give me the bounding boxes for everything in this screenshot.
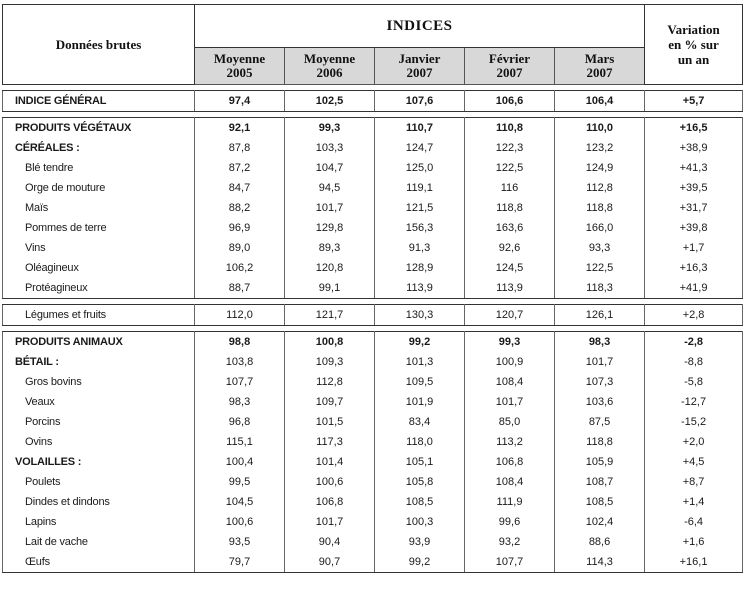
index-value-cell: 120,7 [465,305,555,326]
row-label: Protéagineux [3,278,195,299]
variation-value-cell: -12,7 [645,392,743,412]
variation-value-cell: +39,5 [645,178,743,198]
index-value-cell: 106,8 [285,492,375,512]
column-header-line-1: Moyenne [213,51,266,66]
row-label: Légumes et fruits [3,305,195,326]
index-value-cell: 109,3 [285,352,375,372]
index-value-cell: 119,1 [375,178,465,198]
index-value-cell: 121,7 [285,305,375,326]
index-value-cell: 105,9 [555,452,645,472]
index-value-cell: 99,6 [465,512,555,532]
table-row [3,432,743,452]
variation-value-cell: +39,8 [645,218,743,238]
index-value-cell: 98,8 [195,332,285,353]
row-label: VOLAILLES : [3,452,195,472]
index-value-cell: 91,3 [375,238,465,258]
index-value-cell: 130,3 [375,305,465,326]
variation-value-cell: +4,5 [645,452,743,472]
table-row [3,138,743,158]
column-header-line-1: Janvier [398,51,441,66]
index-value-cell: 118,8 [465,198,555,218]
index-value-cell: 110,0 [555,118,645,139]
row-label: Œufs [3,552,195,573]
index-value-cell: 83,4 [375,412,465,432]
row-label: Lapins [3,512,195,532]
table-row [3,178,743,198]
column-header-line-2: 2007 [406,65,433,80]
variation-value-cell: +5,7 [645,91,743,112]
index-value-cell: 111,9 [465,492,555,512]
table-row [3,332,743,353]
price-index-table-sheet [2,4,742,598]
variation-value-cell: -5,8 [645,372,743,392]
index-value-cell: 106,6 [465,91,555,112]
row-label: Blé tendre [3,158,195,178]
index-value-cell: 99,1 [285,278,375,299]
column-header-mars-2007 [555,48,645,85]
index-value-cell: 101,7 [555,352,645,372]
index-value-cell: 112,0 [195,305,285,326]
row-label: Ovins [3,432,195,452]
row-label: Vins [3,238,195,258]
table-row [3,158,743,178]
index-value-cell: 101,4 [285,452,375,472]
index-value-cell: 99,3 [285,118,375,139]
row-label: Orge de mouture [3,178,195,198]
index-value-cell: 89,3 [285,238,375,258]
index-value-cell: 105,1 [375,452,465,472]
index-value-cell: 101,3 [375,352,465,372]
index-value-cell: 87,2 [195,158,285,178]
index-value-cell: 122,3 [465,138,555,158]
row-label: Maïs [3,198,195,218]
index-value-cell: 102,4 [555,512,645,532]
index-value-cell: 99,2 [375,552,465,573]
index-value-cell: 110,8 [465,118,555,139]
index-value-cell: 87,8 [195,138,285,158]
table-row [3,218,743,238]
index-value-cell: 98,3 [555,332,645,353]
index-value-cell: 113,9 [375,278,465,299]
index-value-cell: 108,4 [465,472,555,492]
index-value-cell: 126,1 [555,305,645,326]
index-value-cell: 118,3 [555,278,645,299]
table-row [3,352,743,372]
row-label: Oléagineux [3,258,195,278]
variation-value-cell: +2,0 [645,432,743,452]
index-value-cell: 92,1 [195,118,285,139]
table-body [3,85,743,573]
variation-header-line-2: en % sur [668,37,719,52]
table-row [3,198,743,218]
index-value-cell: 88,7 [195,278,285,299]
variation-value-cell: +41,3 [645,158,743,178]
index-value-cell: 94,5 [285,178,375,198]
index-value-cell: 117,3 [285,432,375,452]
variation-value-cell: +2,8 [645,305,743,326]
index-value-cell: 108,4 [465,372,555,392]
index-value-cell: 118,0 [375,432,465,452]
price-index-table [2,4,743,573]
index-value-cell: 79,7 [195,552,285,573]
index-value-cell: 121,5 [375,198,465,218]
column-header-line-2: 2007 [496,65,523,80]
row-label: CÉRÉALES : [3,138,195,158]
index-value-cell: 96,8 [195,412,285,432]
column-header-moyenne-2006 [285,48,375,85]
index-value-cell: 101,7 [285,512,375,532]
variation-value-cell: +38,9 [645,138,743,158]
index-value-cell: 120,8 [285,258,375,278]
variation-value-cell: +16,5 [645,118,743,139]
index-value-cell: 106,2 [195,258,285,278]
index-value-cell: 92,6 [465,238,555,258]
index-value-cell: 109,7 [285,392,375,412]
index-value-cell: 124,9 [555,158,645,178]
variation-value-cell: -2,8 [645,332,743,353]
label-column-header: Données brutes [3,5,195,85]
index-value-cell: 101,7 [285,198,375,218]
index-value-cell: 118,8 [555,432,645,452]
variation-value-cell: -6,4 [645,512,743,532]
column-header-moyenne-2005 [195,48,285,85]
index-value-cell: 108,7 [555,472,645,492]
index-value-cell: 100,6 [195,512,285,532]
index-value-cell: 88,6 [555,532,645,552]
row-label: PRODUITS ANIMAUX [3,332,195,353]
index-value-cell: 112,8 [555,178,645,198]
index-value-cell: 99,2 [375,332,465,353]
index-value-cell: 96,9 [195,218,285,238]
table-row [3,305,743,326]
variation-header-line-3: un an [677,52,710,67]
table-row [3,258,743,278]
variation-value-cell: +1,6 [645,532,743,552]
variation-value-cell: +31,7 [645,198,743,218]
index-value-cell: 122,5 [465,158,555,178]
variation-value-cell: +16,3 [645,258,743,278]
index-value-cell: 105,8 [375,472,465,492]
table-row [3,91,743,112]
index-value-cell: 122,5 [555,258,645,278]
variation-value-cell: +8,7 [645,472,743,492]
index-value-cell: 84,7 [195,178,285,198]
index-value-cell: 129,8 [285,218,375,238]
index-value-cell: 116 [465,178,555,198]
variation-value-cell: -15,2 [645,412,743,432]
index-value-cell: 104,7 [285,158,375,178]
variation-value-cell: +1,7 [645,238,743,258]
index-value-cell: 103,8 [195,352,285,372]
index-value-cell: 163,6 [465,218,555,238]
row-label: Lait de vache [3,532,195,552]
index-value-cell: 108,5 [375,492,465,512]
variation-value-cell: +16,1 [645,552,743,573]
index-value-cell: 106,8 [465,452,555,472]
index-value-cell: 99,3 [465,332,555,353]
table-row [3,492,743,512]
table-row [3,472,743,492]
index-value-cell: 99,5 [195,472,285,492]
table-row [3,532,743,552]
variation-header-line-1: Variation [667,22,720,37]
column-header-line-2: 2007 [586,65,613,80]
table-row [3,512,743,532]
row-label: Pommes de terre [3,218,195,238]
index-value-cell: 88,2 [195,198,285,218]
row-label: INDICE GÉNÉRAL [3,91,195,112]
table-row [3,238,743,258]
index-value-cell: 101,5 [285,412,375,432]
table-row [3,372,743,392]
index-value-cell: 112,8 [285,372,375,392]
index-value-cell: 113,9 [465,278,555,299]
index-value-cell: 166,0 [555,218,645,238]
index-value-cell: 113,2 [465,432,555,452]
variation-column-header [645,5,743,85]
index-value-cell: 93,9 [375,532,465,552]
index-value-cell: 90,4 [285,532,375,552]
indices-group-header: INDICES [195,5,645,48]
index-value-cell: 89,0 [195,238,285,258]
index-value-cell: 100,9 [465,352,555,372]
index-value-cell: 107,3 [555,372,645,392]
index-value-cell: 93,3 [555,238,645,258]
index-value-cell: 85,0 [465,412,555,432]
index-value-cell: 124,5 [465,258,555,278]
index-value-cell: 102,5 [285,91,375,112]
index-value-cell: 108,5 [555,492,645,512]
index-value-cell: 123,2 [555,138,645,158]
index-value-cell: 106,4 [555,91,645,112]
index-value-cell: 100,8 [285,332,375,353]
column-header-line-1: Février [488,51,531,66]
index-value-cell: 90,7 [285,552,375,573]
index-value-cell: 100,3 [375,512,465,532]
column-header-line-2: 2006 [316,65,343,80]
row-label: Gros bovins [3,372,195,392]
index-value-cell: 87,5 [555,412,645,432]
row-label: Veaux [3,392,195,412]
index-value-cell: 93,2 [465,532,555,552]
variation-value-cell: +41,9 [645,278,743,299]
index-value-cell: 104,5 [195,492,285,512]
index-value-cell: 107,7 [465,552,555,573]
variation-value-cell: +1,4 [645,492,743,512]
table-header [3,5,743,85]
index-value-cell: 103,3 [285,138,375,158]
row-label: Poulets [3,472,195,492]
variation-value-cell: -8,8 [645,352,743,372]
index-value-cell: 115,1 [195,432,285,452]
table-row [3,412,743,432]
index-value-cell: 100,4 [195,452,285,472]
row-label: Dindes et dindons [3,492,195,512]
index-value-cell: 101,7 [465,392,555,412]
index-value-cell: 118,8 [555,198,645,218]
index-value-cell: 93,5 [195,532,285,552]
row-label: BÉTAIL : [3,352,195,372]
table-row [3,552,743,573]
index-value-cell: 97,4 [195,91,285,112]
index-value-cell: 109,5 [375,372,465,392]
index-value-cell: 107,7 [195,372,285,392]
index-value-cell: 103,6 [555,392,645,412]
table-row [3,278,743,299]
row-label: PRODUITS VÉGÉTAUX [3,118,195,139]
column-header-janvier-2007 [375,48,465,85]
index-value-cell: 125,0 [375,158,465,178]
index-value-cell: 107,6 [375,91,465,112]
index-value-cell: 114,3 [555,552,645,573]
index-value-cell: 100,6 [285,472,375,492]
table-row [3,392,743,412]
index-value-cell: 156,3 [375,218,465,238]
table-row [3,452,743,472]
table-row [3,118,743,139]
column-header-line-1: Mars [584,51,615,66]
index-value-cell: 124,7 [375,138,465,158]
row-label: Porcins [3,412,195,432]
index-value-cell: 101,9 [375,392,465,412]
column-header-fevrier-2007 [465,48,555,85]
index-value-cell: 110,7 [375,118,465,139]
column-header-line-2: 2005 [226,65,253,80]
index-value-cell: 98,3 [195,392,285,412]
index-value-cell: 128,9 [375,258,465,278]
column-header-line-1: Moyenne [303,51,356,66]
